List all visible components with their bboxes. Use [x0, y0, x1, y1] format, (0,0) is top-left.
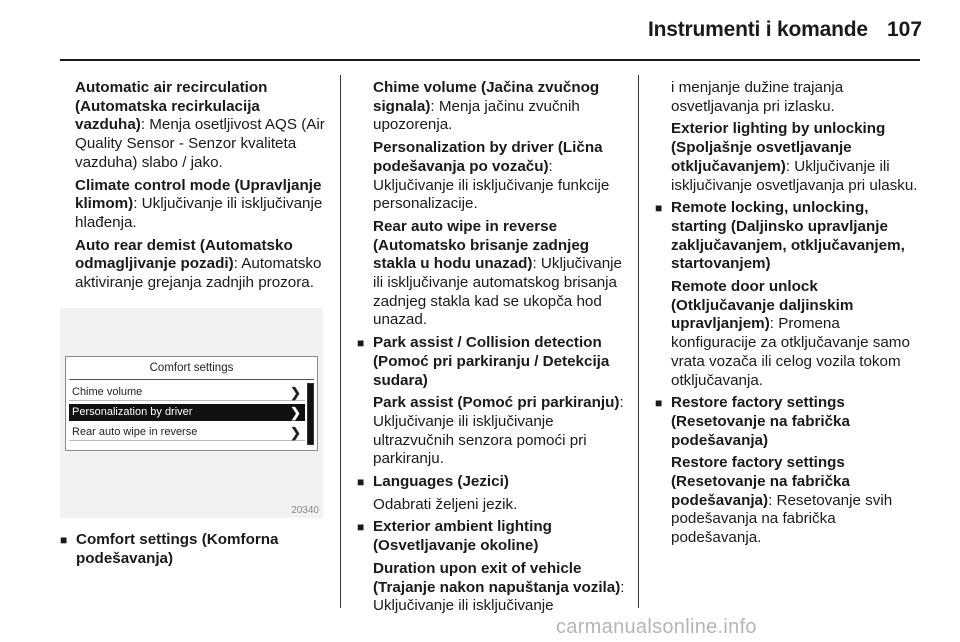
paragraph-restore-factory: Restore factory settings (Resetovanje na fabrička podešavanja): Resetovanje svih podešavanja na fabrička podešavanja. [671, 454, 893, 547]
bullet-restore-factory: ■ Restore factory settings (Resetovanje na fabrička podešavanja) [655, 394, 850, 449]
bullet-comfort-settings: ■ Comfort settings (Komforna podešavanja) [60, 531, 279, 567]
bullet-icon: ■ [655, 201, 663, 216]
scrollbar [307, 383, 314, 445]
paragraph-chime-volume: Chime volume (Jačina zvučnog signala): Menja jačinu zvučnih upozorenja. [373, 79, 600, 134]
chevron-right-icon: ❯ [290, 405, 301, 420]
column-divider-2 [638, 75, 639, 608]
bullet-park-assist: ■ Park assist / Collision detection (Pomoć pri parkiranju / Detekcija sudara) [357, 334, 610, 389]
column-3 [655, 79, 923, 552]
bullet-icon: ■ [357, 475, 365, 490]
bullet-icon: ■ [655, 396, 663, 411]
paragraph-air-recirculation: Automatic air recirculation (Automatska recirkulacija vazduha): Menja osetljivost AQS (Air Quality Sensor - Senzor kvaliteta vazduha) slabo / jako. [75, 79, 325, 171]
menu-item-personalization: Personalization by driver ❯ [69, 404, 305, 421]
paragraph-continued: i menjanje dužine trajanja osvetljavanja pri izlasku. [671, 79, 844, 115]
header-divider [60, 59, 920, 61]
column-2 [357, 79, 629, 620]
menu-item-rear-auto-wipe: Rear auto wipe in reverse ❯ [69, 424, 305, 441]
page-title: Instrumenti i komande [648, 18, 868, 41]
paragraph-climate-control: Climate control mode (Upravljanje klimom): Uključivanje ili isključivanje hlađenja. [75, 176, 323, 231]
paragraph-languages: Odabrati željeni jezik. [373, 495, 518, 513]
chevron-right-icon: ❯ [290, 385, 301, 400]
column-divider-1 [340, 75, 341, 608]
paragraph-personalization: Personalization by driver (Lična podešavanja po vozaču): Uključivanje ili isključivanje funkcije personalizacije. [373, 139, 610, 213]
comfort-settings-figure [60, 308, 323, 518]
paragraph-duration-exit: Duration upon exit of vehicle (Trajanje nakon napuštanja vozila): Uključivanje ili isključivanje [373, 559, 625, 615]
bullet-icon: ■ [357, 520, 365, 535]
bullet-remote-locking: ■ Remote locking, unlocking, starting (Daljinsko upravljanje zaključavanjem, otključavanjem, startovanjem) [655, 199, 905, 273]
screen-title: Comfort settings [149, 362, 234, 374]
display-screen [65, 356, 318, 451]
menu-item-chime-volume: Chime volume ❯ [69, 384, 305, 401]
bullet-exterior-lighting: ■ Exterior ambient lighting (Osvetljavanje okoline) [357, 518, 552, 555]
column-1 [75, 79, 331, 297]
bullet-languages: ■ Languages (Jezici) [357, 473, 509, 491]
scrollbar-thumb [308, 384, 313, 444]
screen-divider [69, 379, 314, 380]
paragraph-rear-demist: Auto rear demist (Automatsko odmagljivanje pozadi): Automatsko aktiviranje grejanja zadnjih prozora. [75, 236, 322, 292]
paragraph-exterior-unlocking: Exterior lighting by unlocking (Spoljašnje osvetljavanje otključavanjem): Uključivanje ili isključivanje osvetljavanja pri ulasku. [671, 120, 918, 194]
chevron-right-icon: ❯ [290, 425, 301, 440]
paragraph-park-assist: Park assist (Pomoć pri parkiranju): Uključivanje ili isključivanje ultrazvučnih senzora pomoći pri parkiranju. [373, 394, 624, 468]
column-1-bullets [60, 531, 332, 572]
paragraph-rear-auto-wipe: Rear auto wipe in reverse (Automatsko brisanje zadnjeg stakla u hodu unazad): Uključivanje ili isključivanje automatskog brisanja zadnjeg stakla kad se ukopča hod unazad. [373, 217, 622, 329]
page-number: 107 [887, 18, 923, 41]
watermark: carmanualsonline.info [556, 616, 757, 638]
bullet-icon: ■ [357, 336, 365, 351]
page-header [0, 0, 960, 60]
bullet-icon: ■ [60, 533, 68, 547]
paragraph-remote-unlock: Remote door unlock (Otključavanje daljinskim upravljanjem): Promena konfiguracije za otključavanje samo vrata vozača ili celog vozila tokom otključavanja. [671, 278, 910, 389]
figure-number: 20340 [291, 505, 319, 516]
